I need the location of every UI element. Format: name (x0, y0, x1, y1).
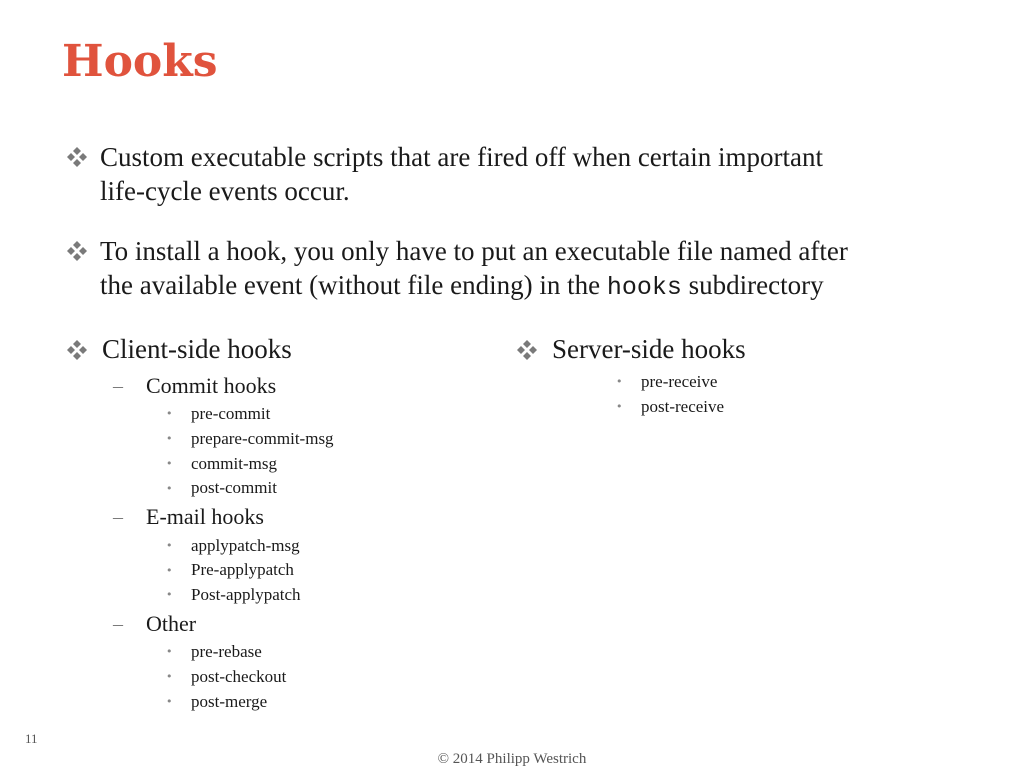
four-diamond-ornament-icon (66, 240, 88, 262)
group-label-email-hooks: E-mail hooks (146, 504, 264, 529)
list-item: post-checkout (191, 667, 287, 686)
group-label-other: Other (146, 611, 197, 636)
dot-marker: • (616, 400, 623, 413)
dot-marker: • (166, 482, 173, 495)
list-item: post-receive (641, 397, 725, 416)
four-diamond-ornament-icon (66, 146, 88, 168)
four-diamond-ornament-icon (516, 339, 538, 361)
bullet-install-hook-line1: To install a hook, you only have to put an executable file named after (100, 236, 848, 266)
bullet-install-hook-text-after: subdirectory (681, 270, 824, 300)
list-item: post-commit (191, 478, 277, 497)
bullet-custom-scripts-line1: Custom executable scripts that are fired off when certain important (100, 142, 824, 172)
dot-marker: • (166, 564, 173, 577)
list-item: Pre-applypatch (191, 560, 294, 579)
dash-marker: – (113, 506, 123, 528)
list-item: prepare-commit-msg (191, 429, 334, 448)
page-number: 11 (25, 731, 38, 746)
dot-marker: • (166, 645, 173, 658)
list-item: pre-commit (191, 404, 271, 423)
hooks-directory-code: hooks (606, 273, 682, 302)
dot-marker: • (166, 670, 173, 683)
bullet-custom-scripts-line2: life-cycle events occur. (100, 176, 350, 206)
list-item: pre-rebase (191, 642, 262, 661)
footer-copyright: © 2014 Philipp Westrich (437, 751, 587, 767)
dot-marker: • (166, 539, 173, 552)
slide-title: Hooks (62, 36, 218, 87)
group-label-commit-hooks: Commit hooks (146, 373, 277, 398)
client-side-heading: Client-side hooks (102, 334, 292, 364)
dot-marker: • (166, 588, 173, 601)
server-side-heading: Server-side hooks (552, 334, 746, 364)
list-item: applypatch-msg (191, 536, 300, 555)
dot-marker: • (166, 695, 173, 708)
four-diamond-ornament-icon (66, 339, 88, 361)
list-item: commit-msg (191, 454, 277, 473)
list-item: post-merge (191, 692, 268, 711)
dot-marker: • (616, 375, 623, 388)
list-item: Post-applypatch (191, 585, 301, 604)
dot-marker: • (166, 432, 173, 445)
bullet-install-hook-line2 (100, 268, 824, 305)
dot-marker: • (166, 457, 173, 470)
dot-marker: • (166, 407, 173, 420)
dash-marker: – (113, 375, 123, 397)
list-item: pre-receive (641, 372, 718, 391)
bullet-install-hook-text-before: the available event (without file ending) in the (100, 270, 607, 300)
dash-marker: – (113, 613, 123, 635)
